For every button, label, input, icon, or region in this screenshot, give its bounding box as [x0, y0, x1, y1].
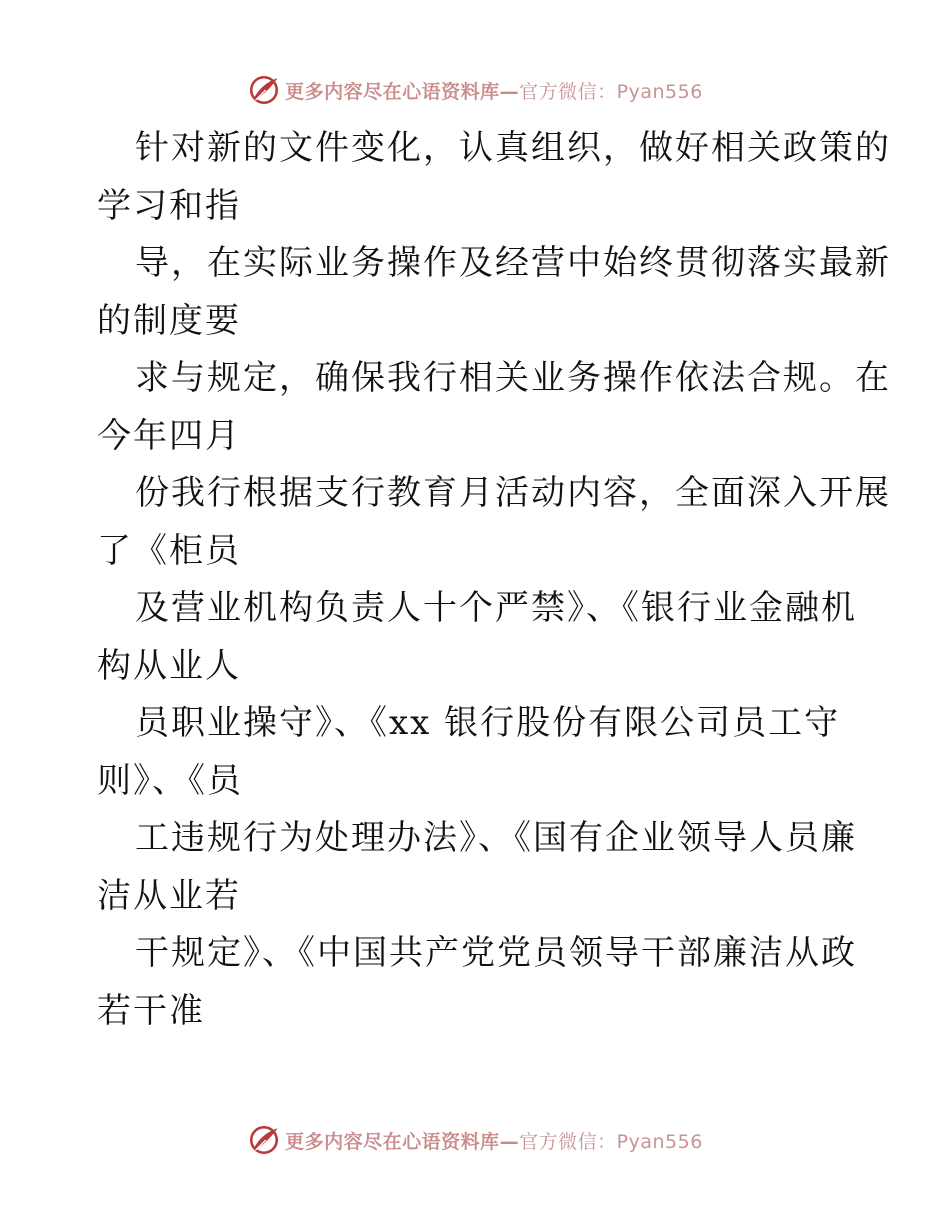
body-line: 今年四月 — [97, 415, 241, 456]
banner-text — [285, 1127, 703, 1154]
banner-dash: — — [499, 80, 520, 103]
body-line: 干规定》、《中国共产党党员领导干部廉洁从政 — [135, 933, 857, 973]
body-line: 及营业机构负责人十个严禁》、《银行业金融机 — [135, 588, 857, 628]
banner-wechat-text: 官方微信：Pyan556 — [519, 80, 703, 103]
body-line: 导，在实际业务操作及经营中始终贯彻落实最新 — [135, 243, 891, 283]
body-line: 员职业操守》、《xx 银行股份有限公司员工守 — [135, 703, 841, 743]
body-line: 洁从业若 — [97, 875, 241, 916]
body-line: 构从业人 — [97, 645, 241, 686]
banner-main-text: 更多内容尽在心语资料库 — [285, 1130, 500, 1153]
document-body — [97, 120, 891, 1040]
body-line: 则》、《员 — [97, 760, 243, 801]
banner-text — [285, 77, 703, 104]
body-line: 学习和指 — [97, 185, 241, 226]
body-line: 针对新的文件变化，认真组织，做好相关政策的 — [135, 128, 891, 168]
body-line: 求与规定，确保我行相关业务操作依法合规。在 — [135, 358, 891, 398]
banner-main-text: 更多内容尽在心语资料库 — [285, 80, 500, 103]
body-line: 工违规行为处理办法》、《国有企业领导人员廉 — [135, 818, 857, 858]
footer-banner — [0, 1120, 950, 1160]
header-banner — [0, 70, 950, 110]
body-line: 若干准 — [97, 990, 205, 1031]
feather-pen-logo-icon — [247, 73, 281, 107]
body-line: 份我行根据支行教育月活动内容，全面深入开展 — [135, 473, 891, 513]
banner-wechat-text: 官方微信：Pyan556 — [519, 1130, 703, 1153]
banner-dash: — — [499, 1130, 520, 1153]
body-line: 了《柜员 — [97, 530, 241, 571]
body-line: 的制度要 — [97, 300, 241, 341]
feather-pen-logo-icon — [247, 1123, 281, 1157]
